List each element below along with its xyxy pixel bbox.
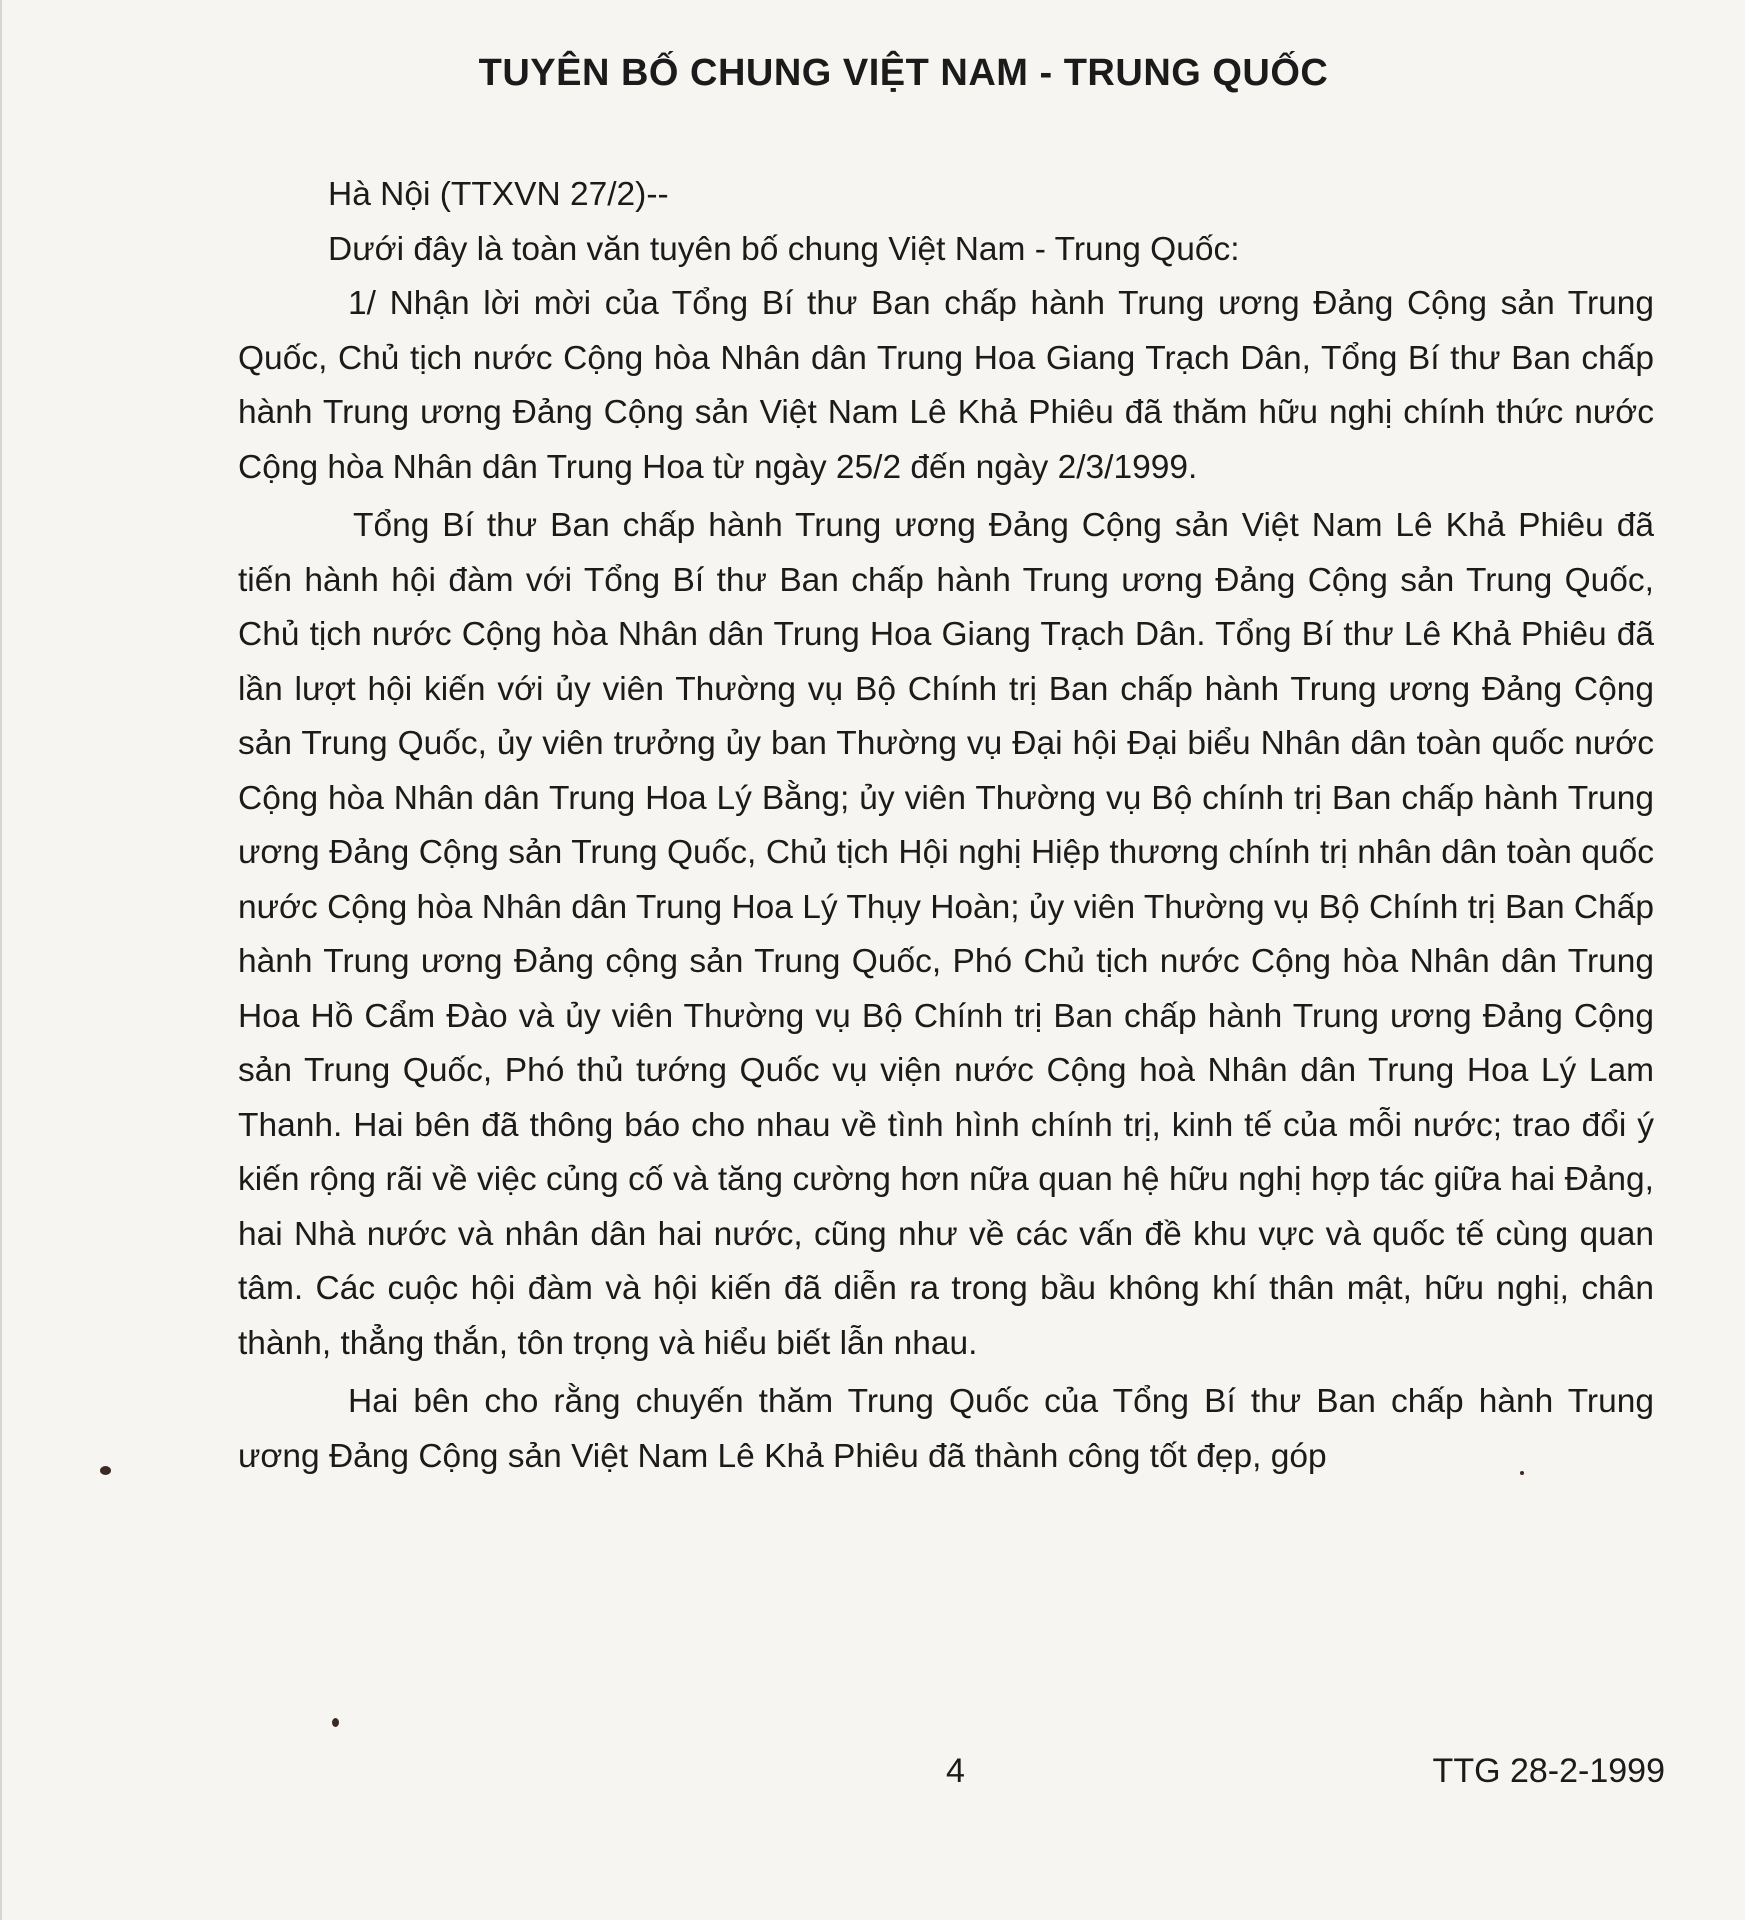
paragraph-2: Tổng Bí thư Ban chấp hành Trung ương Đảng Cộng sản Việt Nam Lê Khả Phiêu đã tiến hành hội đàm với Tổng Bí thư Ban chấp hành Trung ương Đảng Cộng sản Trung Quốc, Chủ tịch nước Cộng hòa Nhân dân Trung Hoa Giang Trạch Dân. Tổng Bí thư Lê Khả Phiêu đã lần lượt hội kiến với ủy viên Thường vụ Bộ Chính trị Ban chấp hành Trung ương Đảng Cộng sản Trung Quốc, ủy viên trưởng ủy ban Thường vụ Đại hội Đại biểu Nhân dân toàn quốc nước Cộng hòa Nhân dân Trung Hoa Lý Bằng; ủy viên Thường vụ Bộ chính trị Ban chấp hành Trung ương Đảng Cộng sản Trung Quốc, Chủ tịch Hội nghị Hiệp thương chính trị nhân dân toàn quốc nước Cộng hòa Nhân dân Trung Hoa Lý Thụy Hoàn; ủy viên Thường vụ Bộ Chính trị Ban Chấp hành Trung ương Đảng cộng sản Trung Quốc, Phó Chủ tịch nước Cộng hòa Nhân dân Trung Hoa Hồ Cẩm Đào và ủy viên Thường vụ Bộ Chính trị Ban chấp hành Trung ương Đảng Cộng sản Trung Quốc, Phó thủ tướng Quốc vụ viện nước Cộng hoà Nhân dân Trung Hoa Lý Lam Thanh. Hai bên đã thông báo cho nhau về tình hình chính trị, kinh tế của mỗi nước; trao đổi ý kiến rộng rãi về việc củng cố và tăng cường hơn nữa quan hệ hữu nghị hợp tác giữa hai Đảng, hai Nhà nước và nhân dân hai nước, cũng như về các vấn đề khu vực và quốc tế cùng quan tâm. Các cuộc hội đàm và hội kiến đã diễn ra trong bầu không khí thân mật, hữu nghị, chân thành, thẳng thắn, tôn trọng và hiểu biết lẫn nhau. [238,507,1654,1362]
intro-line: Dưới đây là toàn văn tuyên bố chung Việt Nam - Trung Quốc: [328,230,1240,268]
paragraph-1: 1/ Nhận lời mời của Tổng Bí thư Ban chấp hành Trung ương Đảng Cộng sản Trung Quốc, Chủ tịch nước Cộng hòa Nhân dân Trung Hoa Giang Trạch Dân, Tổng Bí thư Ban chấp hành Trung ương Đảng Cộng sản Việt Nam Lê Khả Phiêu đã thăm hữu nghị chính thức nước Cộng hòa Nhân dân Trung Hoa từ ngày 25/2 đến ngày 2/3/1999. [238,285,1654,486]
page-number: 4 [946,1752,965,1790]
ink-speck [332,1718,339,1727]
document-reference: TTG 28-2-1999 [1432,1752,1665,1790]
ink-speck [100,1466,111,1475]
dateline: Hà Nội (TTXVN 27/2)-- [328,176,669,213]
document-body [238,168,1654,1484]
document-title: TUYÊN BỐ CHUNG VIỆT NAM - TRUNG QUỐC [478,52,1329,94]
ink-speck [1520,1471,1524,1475]
paragraph-3: Hai bên cho rằng chuyến thăm Trung Quốc của Tổng Bí thư Ban chấp hành Trung ương Đảng Cộng sản Việt Nam Lê Khả Phiêu đã thành công tốt đẹp, góp [238,1383,1654,1475]
